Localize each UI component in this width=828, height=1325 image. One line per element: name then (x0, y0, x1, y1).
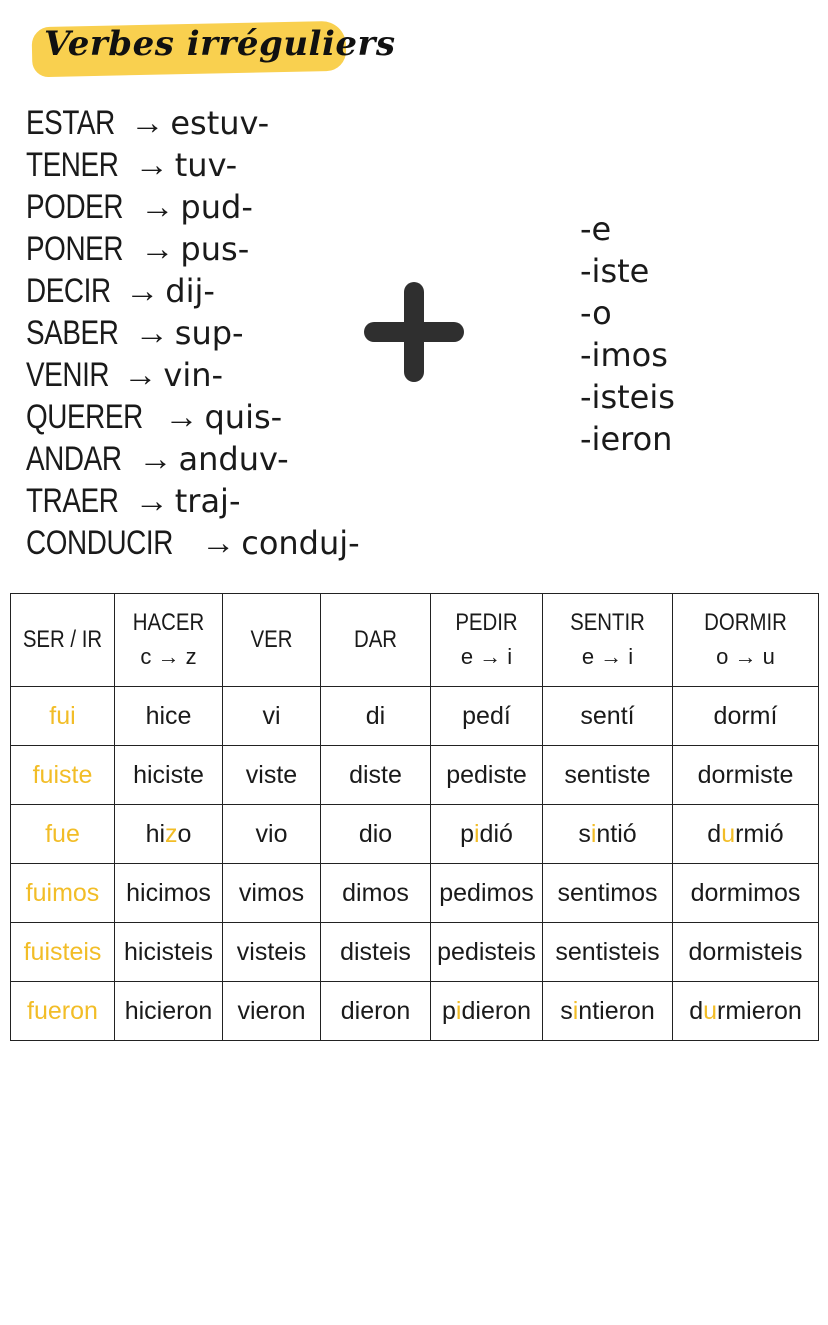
table-cell: pediste (431, 746, 543, 805)
verb-infinitive: ANDAR (26, 440, 122, 478)
verb-stem: quis- (204, 398, 283, 436)
arrow-icon: → (123, 356, 158, 394)
table-cell: sintió (543, 805, 673, 864)
arrow-icon: → (130, 104, 165, 142)
table-header-cell (321, 594, 431, 687)
table-header-cell (115, 594, 223, 687)
irregular-stem-list (26, 102, 360, 564)
table-cell: viste (223, 746, 321, 805)
table-header-cell (223, 594, 321, 687)
table-cell: hicieron (115, 982, 223, 1041)
verb-row (26, 270, 360, 312)
verb-stem: vin- (163, 356, 224, 394)
verb-row (26, 480, 360, 522)
table-cell: durmieron (673, 982, 819, 1041)
verb-row (26, 312, 360, 354)
header-stem-change: e → i (581, 644, 634, 669)
verb-infinitive: DECIR (26, 272, 111, 310)
table-row (11, 687, 819, 746)
table-cell: fui (11, 687, 115, 746)
verb-row (26, 396, 360, 438)
table-cell: vieron (223, 982, 321, 1041)
header-verb: PEDIR (455, 609, 518, 636)
table-header-cell (431, 594, 543, 687)
table-cell: pedimos (431, 864, 543, 923)
verb-row (26, 186, 360, 228)
ending-item: -isteis (580, 378, 675, 416)
table-cell: dormiste (673, 746, 819, 805)
table-cell: pedí (431, 687, 543, 746)
verb-row (26, 144, 360, 186)
header-stem-change: o → u (716, 644, 775, 669)
ending-item: -e (580, 210, 612, 248)
header-verb: SENTIR (570, 609, 645, 636)
verb-stem: sup- (174, 314, 244, 352)
table-cell: sentisteis (543, 923, 673, 982)
table-cell: dimos (321, 864, 431, 923)
table-cell: hizo (115, 805, 223, 864)
verb-stem: estuv- (170, 104, 270, 142)
header-stem-change: e → i (460, 644, 513, 669)
table-cell: hiciste (115, 746, 223, 805)
plus-icon (364, 282, 464, 382)
table-cell: fuisteis (11, 923, 115, 982)
table-row (11, 982, 819, 1041)
table-row (11, 805, 819, 864)
conjugation-table (10, 593, 819, 1041)
arrow-icon: → (140, 188, 175, 226)
arrow-icon: → (201, 524, 236, 562)
table-cell: visteis (223, 923, 321, 982)
header-verb: DORMIR (704, 609, 787, 636)
table-row (11, 746, 819, 805)
table-cell: fueron (11, 982, 115, 1041)
verb-row (26, 102, 360, 144)
table-body (11, 687, 819, 1041)
verb-stem: pus- (180, 230, 250, 268)
arrow-icon: → (134, 482, 169, 520)
table-cell: durmió (673, 805, 819, 864)
arrow-icon: → (140, 230, 175, 268)
verb-row (26, 228, 360, 270)
table-cell: disteis (321, 923, 431, 982)
verb-infinitive: TRAER (26, 482, 119, 520)
table-cell: pidió (431, 805, 543, 864)
table-cell: hice (115, 687, 223, 746)
verb-stem: conduj- (241, 524, 360, 562)
table-cell: pidieron (431, 982, 543, 1041)
verb-row (26, 354, 360, 396)
ending-item: -imos (580, 336, 668, 374)
verb-infinitive: VENIR (26, 356, 110, 394)
table-cell: sintieron (543, 982, 673, 1041)
verb-infinitive: ESTAR (26, 104, 115, 142)
table-header-cell (11, 594, 115, 687)
verb-infinitive: CONDUCIR (26, 524, 173, 562)
table-cell: dieron (321, 982, 431, 1041)
header-verb: SER / IR (22, 626, 103, 653)
table-cell: dio (321, 805, 431, 864)
table-row (11, 923, 819, 982)
header-verb: HACER (132, 609, 205, 636)
arrow-icon: → (125, 272, 160, 310)
ending-item: -ieron (580, 420, 673, 458)
verb-row (26, 438, 360, 480)
verb-infinitive: PODER (26, 188, 124, 226)
table-cell: sentiste (543, 746, 673, 805)
table-cell: dormí (673, 687, 819, 746)
table-header-cell (673, 594, 819, 687)
verb-stem: tuv- (174, 146, 238, 184)
page-title: Verbes irréguliers (44, 24, 396, 64)
arrow-icon: → (134, 314, 169, 352)
table-cell: pedisteis (431, 923, 543, 982)
ending-item: -iste (580, 252, 650, 290)
verb-stem: traj- (174, 482, 241, 520)
verb-row (26, 522, 360, 564)
arrow-icon: → (164, 398, 199, 436)
table-cell: hicisteis (115, 923, 223, 982)
table-cell: vimos (223, 864, 321, 923)
endings-list (580, 208, 675, 460)
title-banner (28, 14, 396, 82)
header-stem-change: c → z (140, 644, 197, 669)
table-cell: di (321, 687, 431, 746)
ending-item: -o (580, 294, 612, 332)
table-cell: sentí (543, 687, 673, 746)
table-cell: dormimos (673, 864, 819, 923)
table-cell: vi (223, 687, 321, 746)
verb-infinitive: PONER (26, 230, 124, 268)
table-row (11, 864, 819, 923)
verb-stem: anduv- (178, 440, 289, 478)
table-cell: fuimos (11, 864, 115, 923)
table-cell: hicimos (115, 864, 223, 923)
table-cell: diste (321, 746, 431, 805)
verb-stem: pud- (180, 188, 253, 226)
header-verb: DAR (353, 626, 398, 653)
table-cell: vio (223, 805, 321, 864)
arrow-icon: → (138, 440, 173, 478)
table-header-cell (543, 594, 673, 687)
table-cell: sentimos (543, 864, 673, 923)
verb-infinitive: QUERER (26, 398, 143, 436)
verb-infinitive: TENER (26, 146, 119, 184)
table-cell: fue (11, 805, 115, 864)
table-header-row (11, 594, 819, 687)
table-cell: fuiste (11, 746, 115, 805)
table-cell: dormisteis (673, 923, 819, 982)
verb-stem: dij- (165, 272, 215, 310)
verb-infinitive: SABER (26, 314, 119, 352)
header-verb: VER (250, 626, 293, 653)
arrow-icon: → (134, 146, 169, 184)
